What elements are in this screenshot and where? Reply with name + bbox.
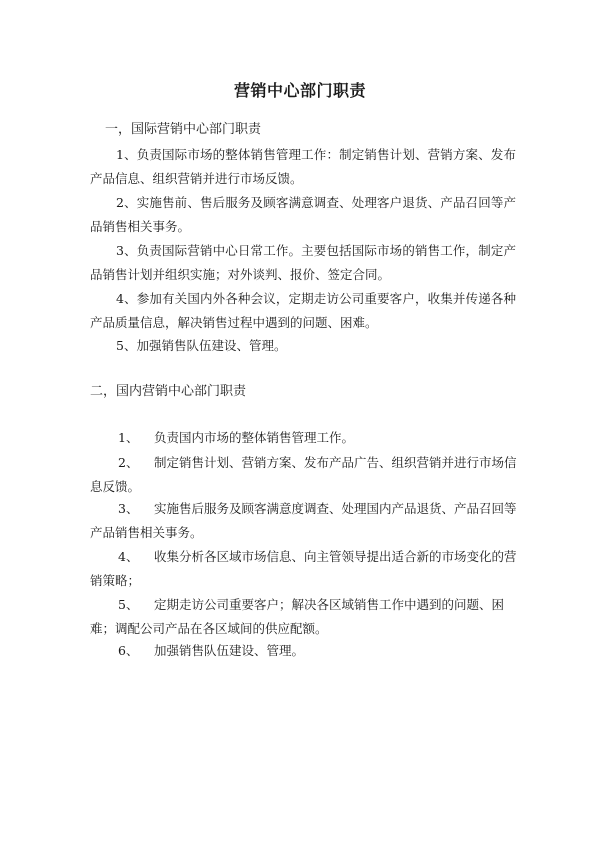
international-duty-1: 1、负责国际市场的整体销售管理工作：制定销售计划、营销方案、发布产品信息、组织营销并进行市场反馈。 (90, 147, 516, 186)
international-duty-5: 5、加强销售队伍建设、管理。 (116, 338, 287, 353)
list-text: 负责国内市场的整体销售管理工作。 (154, 430, 355, 445)
international-duty-4: 4、参加有关国内外各种会议，定期走访公司重要客户，收集并传递各种产品质量信息，解决销售过程中遇到的问题、困难。 (90, 291, 516, 330)
domestic-duty-2 (90, 451, 520, 499)
list-number: 6、 (118, 643, 139, 658)
list-text: 实施售后服务及顾客满意度调查、处理国内产品退货、产品召回等产品销售相关事务。 (90, 501, 517, 540)
list-number: 1、 (118, 430, 139, 445)
international-duty-3: 3、负责国际营销中心日常工作。主要包括国际市场的销售工作，制定产品销售计划并组织实施；对外谈判、报价、签定合同。 (90, 243, 516, 282)
list-number: 5、 (118, 597, 139, 612)
list-text: 定期走访公司重要客户；解决各区域销售工作中遇到的问题、困难；调配公司产品在各区域间的供应配额。 (90, 597, 505, 636)
domestic-duty-4 (90, 545, 520, 593)
list-number: 3、 (118, 501, 139, 516)
domestic-duty-1 (90, 426, 520, 450)
domestic-duty-3 (90, 497, 520, 545)
international-duty-2: 2、实施售前、售后服务及顾客满意调查、处理客户退货、产品召回等产品销售相关事务。 (90, 195, 516, 234)
page-title: 营销中心部门职责 (233, 81, 366, 100)
section-heading-domestic: 二，国内营销中心部门职责 (90, 384, 247, 399)
domestic-duty-5 (90, 593, 520, 641)
list-text: 收集分析各区域市场信息、向主管领导提出适合新的市场变化的营销策略； (90, 549, 517, 588)
list-text: 加强销售队伍建设、管理。 (154, 643, 305, 658)
domestic-duty-6 (90, 639, 520, 663)
list-number: 2、 (118, 455, 139, 470)
list-number: 4、 (118, 549, 139, 564)
list-text: 制定销售计划、营销方案、发布产品广告、组织营销并进行市场信息反馈。 (90, 455, 517, 494)
section-heading-international: 一，国际营销中心部门职责 (105, 122, 262, 137)
